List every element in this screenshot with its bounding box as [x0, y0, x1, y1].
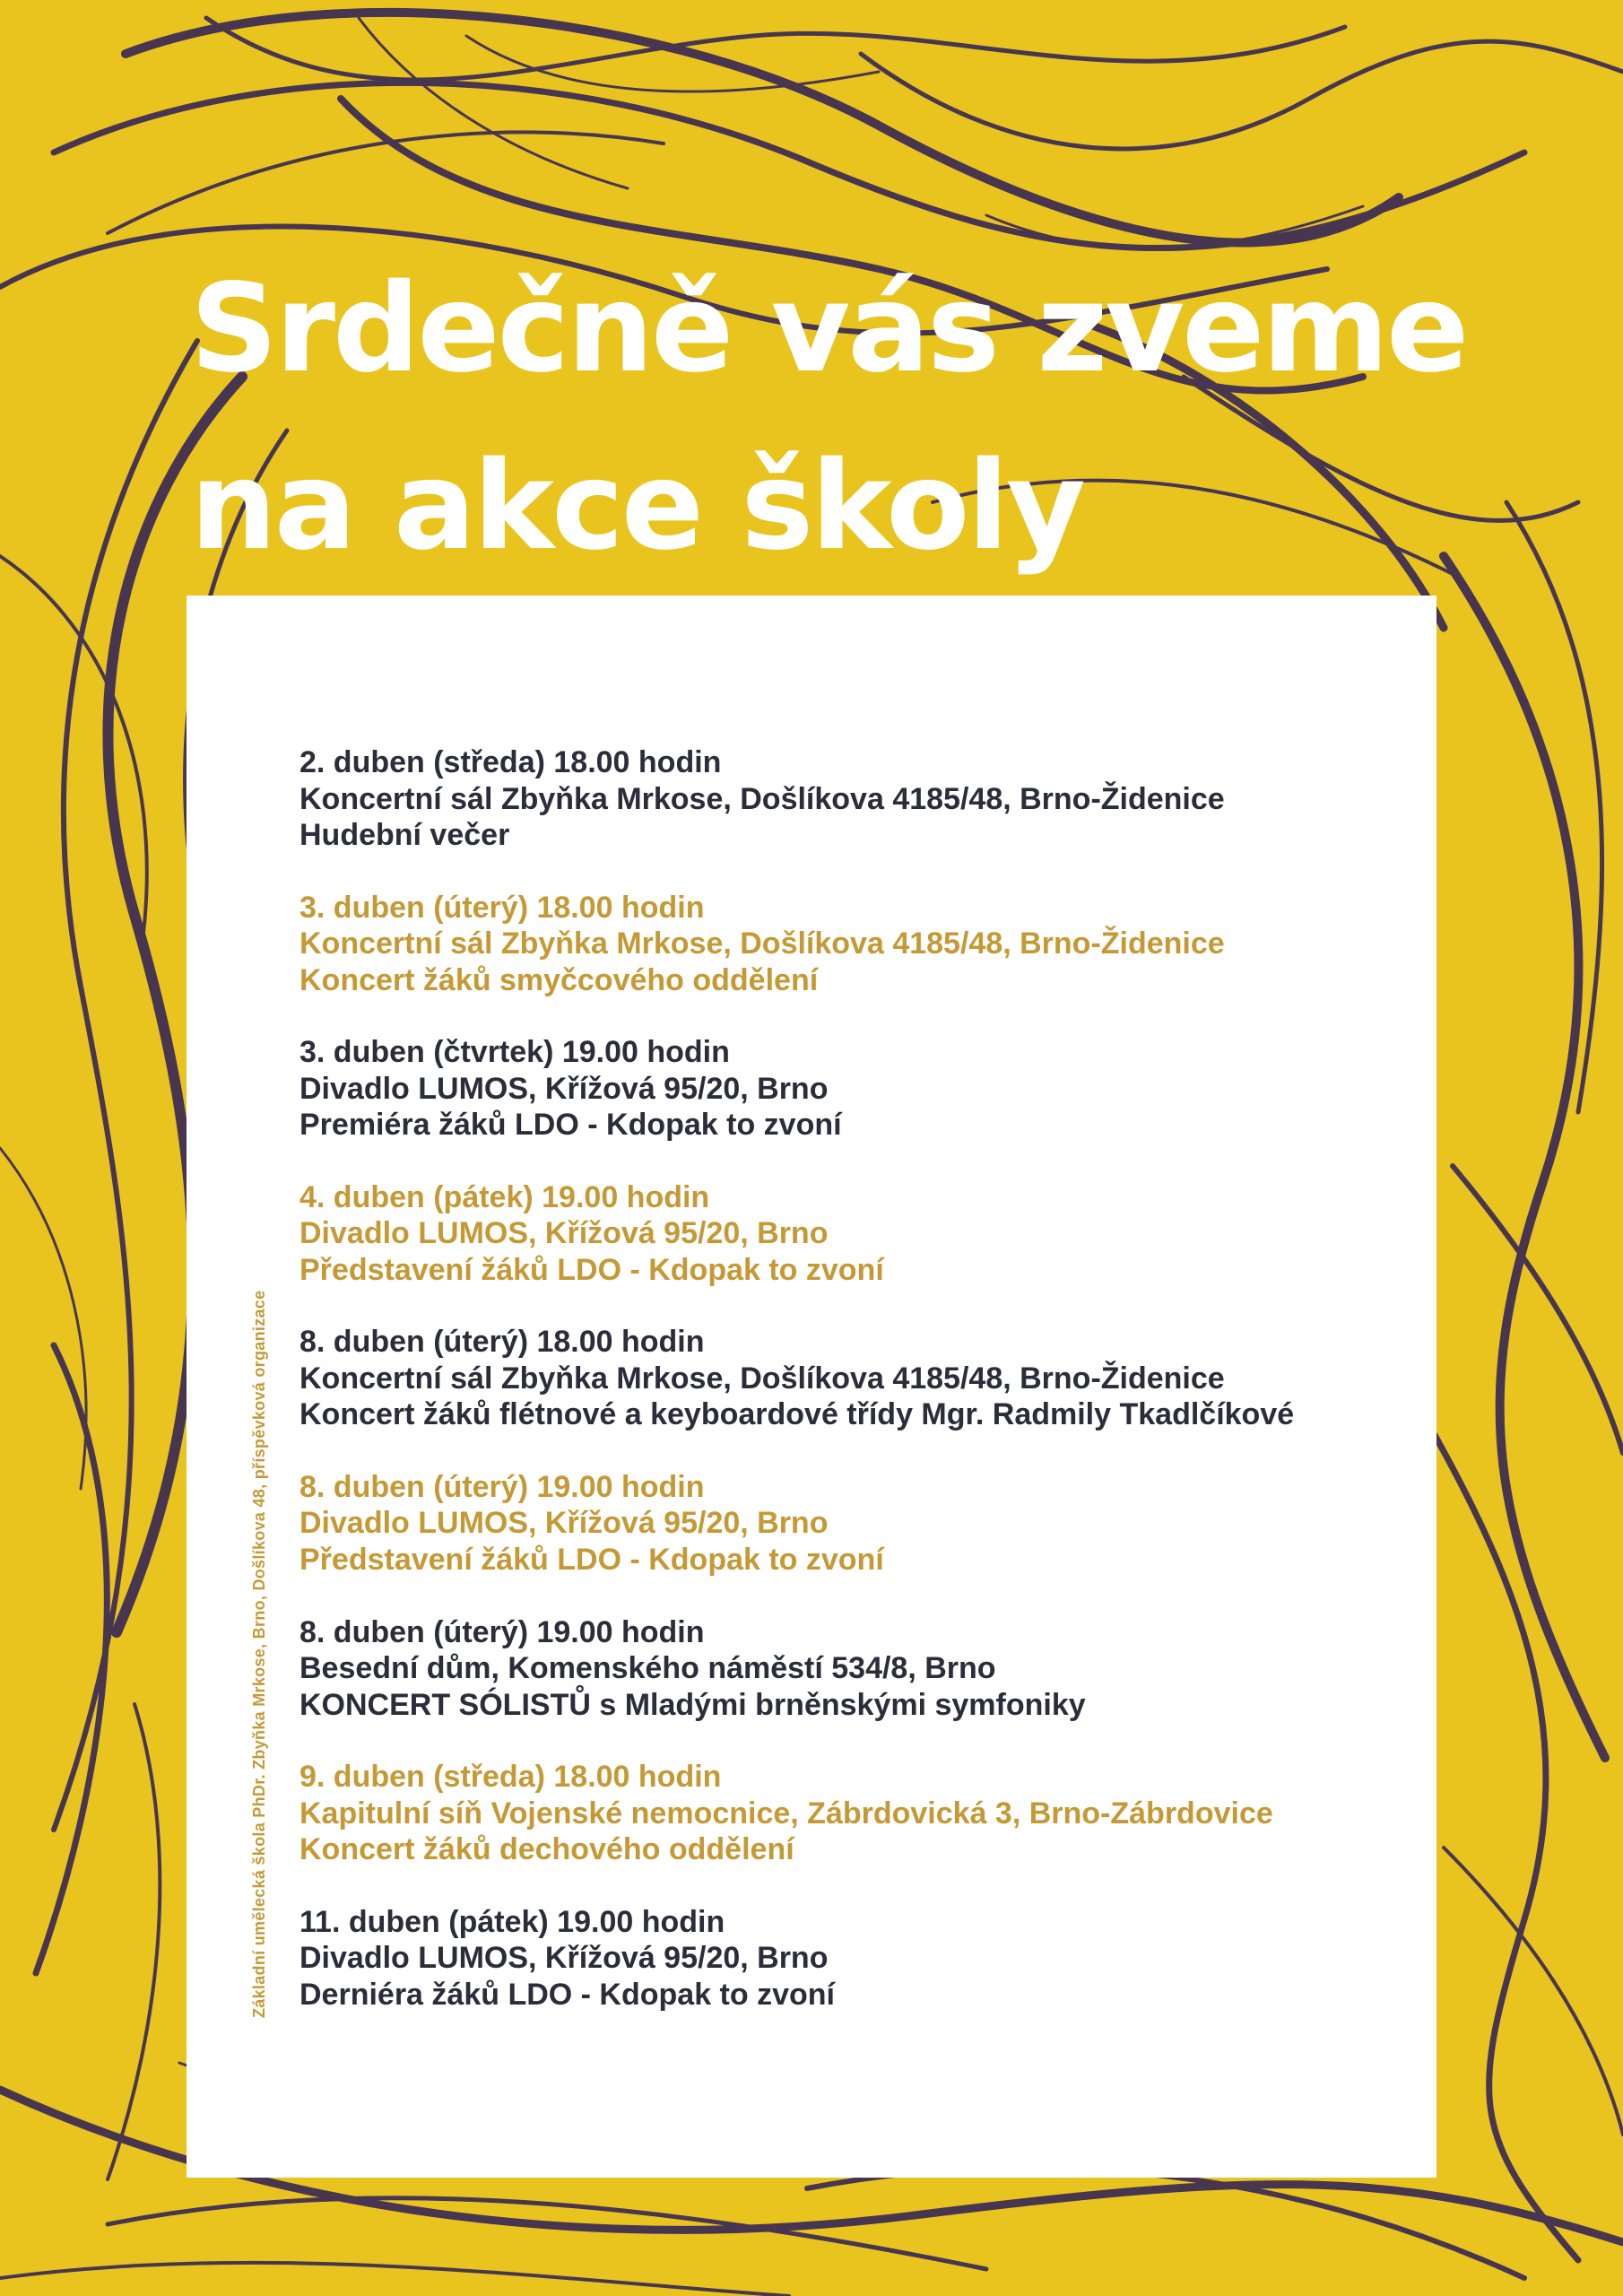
event-place: Divadlo LUMOS, Křížová 95/20, Brno: [299, 1941, 829, 1976]
title-line-2: na akce školy: [190, 436, 1083, 578]
event-place: Divadlo LUMOS, Křížová 95/20, Brno: [299, 1216, 829, 1251]
event-title: Představení žáků LDO - Kdopak to zvoní: [299, 1542, 884, 1577]
event-title: Představení žáků LDO - Kdopak to zvoní: [299, 1252, 884, 1287]
event-item: [299, 890, 1420, 1035]
event-when: 9. duben (středa) 18.00 hodin: [299, 1760, 722, 1795]
event-when: 4. duben (pátek) 19.00 hodin: [299, 1179, 710, 1214]
event-place: Divadlo LUMOS, Křížová 95/20, Brno: [299, 1071, 829, 1106]
event-item: [299, 1324, 1420, 1469]
event-item: [299, 1904, 1420, 2049]
event-title: Hudební večer: [299, 818, 510, 852]
event-when: 8. duben (úterý) 18.00 hodin: [299, 1325, 705, 1360]
event-item: [299, 744, 1420, 890]
side-note-text: Základní umělecká škola PhDr. Zbyňka Mrkose, Brno, Došlíkova 48, příspěvková organizace: [250, 1290, 268, 2018]
event-place: Koncertní sál Zbyňka Mrkose, Došlíkova 4185/48, Brno-Židenice: [299, 926, 1225, 961]
event-title: Premiéra žáků LDO - Kdopak to zvoní: [299, 1108, 842, 1143]
event-list: [299, 744, 1420, 2048]
event-title: Koncert žáků flétnové a keyboardové třídy Mgr. Radmily Tkadlčíkové: [299, 1397, 1295, 1432]
event-item: [299, 1179, 1420, 1325]
event-title: Koncert žáků smyčcového oddělení: [299, 962, 819, 997]
event-title: KONCERT SÓLISTŮ s Mladými brněnskými symfoniky: [299, 1687, 1086, 1722]
event-place: Besední dům, Komenského náměstí 534/8, Brno: [299, 1651, 996, 1686]
title-line-1: Srdečně vás zveme: [190, 258, 1467, 400]
event-when: 8. duben (úterý) 19.00 hodin: [299, 1614, 705, 1649]
event-when: 3. duben (úterý) 18.00 hodin: [299, 890, 705, 925]
page-title: [190, 240, 1466, 596]
event-title: Derniéra žáků LDO - Kdopak to zvoní: [299, 1977, 835, 2012]
event-when: 8. duben (úterý) 19.00 hodin: [299, 1469, 705, 1504]
event-place: Kapitulní síň Vojenské nemocnice, Zábrdovická 3, Brno-Zábrdovice: [299, 1796, 1273, 1831]
event-item: [299, 1469, 1420, 1614]
event-when: 2. duben (středa) 18.00 hodin: [299, 745, 722, 779]
event-when: 11. duben (pátek) 19.00 hodin: [299, 1904, 725, 1939]
event-place: Divadlo LUMOS, Křížová 95/20, Brno: [299, 1506, 829, 1541]
event-item: [299, 1034, 1420, 1179]
event-item: [299, 1759, 1420, 1904]
event-title: Koncert žáků dechového oddělení: [299, 1832, 794, 1867]
event-place: Koncertní sál Zbyňka Mrkose, Došlíkova 4185/48, Brno-Židenice: [299, 1361, 1225, 1396]
event-place: Koncertní sál Zbyňka Mrkose, Došlíkova 4185/48, Brno-Židenice: [299, 781, 1225, 816]
event-when: 3. duben (čtvrtek) 19.00 hodin: [299, 1035, 730, 1070]
event-item: [299, 1614, 1420, 1760]
